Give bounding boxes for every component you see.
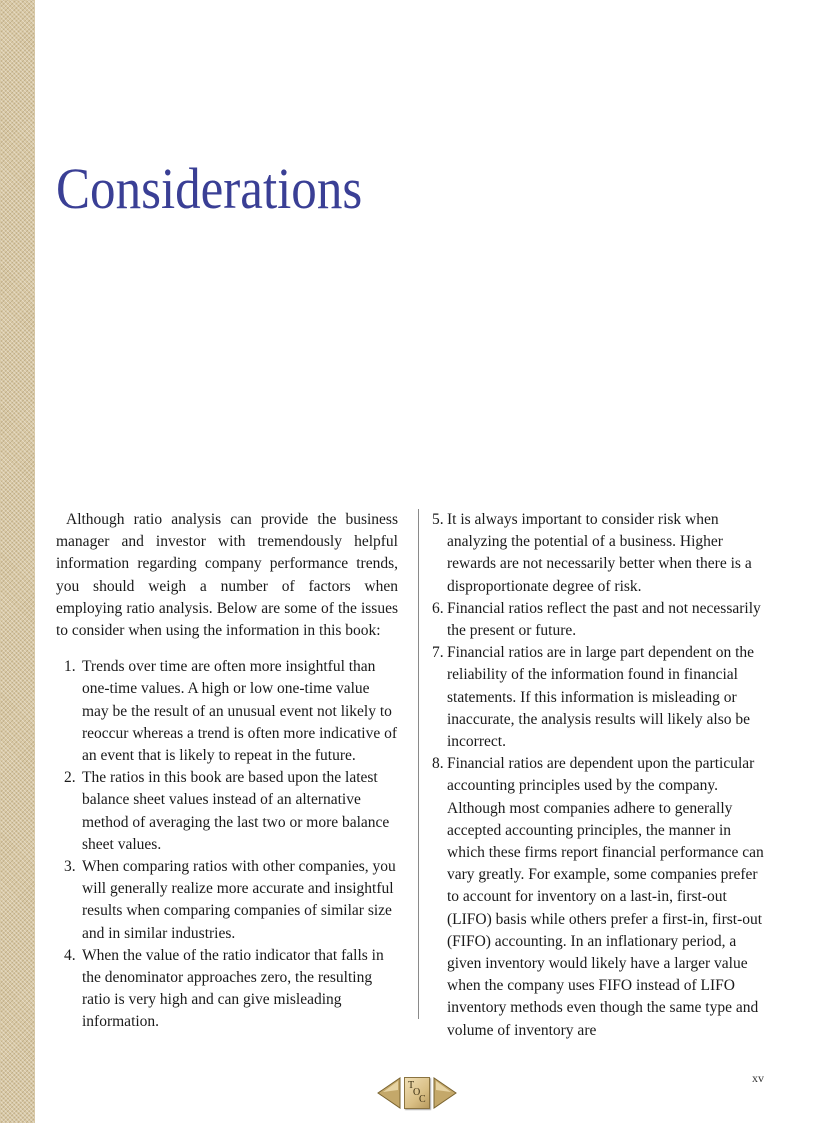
list-item-text: The ratios in this book are based upon the latest balance sheet values instead of an alternative method of averaging the last two or more balance sheet values. [82, 769, 390, 853]
list-item-text: Financial ratios reflect the past and not necessarily the present or future. [447, 599, 761, 640]
list-item-number: 6. [432, 599, 444, 617]
list-item-number: 4. [64, 946, 76, 964]
list-item-text: Financial ratios are dependent upon the particular accounting principles used by the company. Although most companies adhere to generally accepted accounting principles, the manner in which these firms report financial performance can vary greatly. For example, some companies prefer to account for inventory on a last-in, first-out (LIFO) basis while others prefer a first-in, first-out (FIFO) accounting. In an inflationary period, a given inventory would likely have a larger value when the company uses FIFO instead of LIFO inventory methods even though the same type and volume of inventory are [447, 755, 764, 1039]
list-item-text: Trends over time are often more insightful than one-time values. A high or low one-time value may be the result of an unusual event not likely to reoccur whereas a trend is often more indicative of an event that is likely to repeat in the future. [82, 658, 398, 765]
list-item-number: 2. [64, 769, 76, 787]
toc-letter: O [413, 1087, 421, 1098]
intro-paragraph: Although ratio analysis can provide the business manager and investor with tremendously helpful information regarding company performance trends, you should weigh a number of factors when employing ratio analysis. Below are some of the issues to consider when using the information in this book: [56, 511, 398, 640]
list-item [56, 767, 398, 856]
list-item-text: It is always important to consider risk when analyzing the potential of a business. Higher rewards are not necessarily better when there is a disproportionate degree of risk. [447, 511, 752, 595]
left-column [56, 509, 398, 1034]
table-of-contents-button[interactable] [404, 1077, 430, 1109]
considerations-list-left [56, 656, 398, 1033]
list-item [432, 509, 772, 598]
toc-letter: T [408, 1080, 415, 1091]
list-item-number: 8. [432, 755, 444, 773]
considerations-list-right [432, 509, 772, 1042]
list-item [56, 945, 398, 1034]
right-column [432, 509, 772, 1042]
list-item-number: 1. [64, 658, 76, 676]
page-number: xv [752, 1071, 764, 1085]
list-item-text: When comparing ratios with other companies, you will generally realize more accurate and insightful results when comparing companies of similar size and in similar industries. [82, 858, 396, 942]
list-item-number: 3. [64, 858, 76, 876]
list-item [432, 753, 772, 1042]
list-item-text: When the value of the ratio indicator that falls in the denominator approaches zero, the resulting ratio is very high and can give misleading information. [82, 946, 384, 1031]
list-item-number: 5. [432, 511, 444, 528]
column-divider [418, 509, 419, 1019]
page-navigation [377, 1077, 457, 1111]
list-item [432, 642, 772, 753]
toc-letter: C [419, 1094, 426, 1105]
arrow-left-icon[interactable] [377, 1077, 401, 1109]
decorative-side-band [0, 0, 35, 1123]
list-item-text: Financial ratios are in large part dependent on the reliability of the information found in financial statements. If this information is misleading or inaccurate, the analysis results will likely also be incorrect. [447, 644, 755, 751]
list-item [56, 656, 398, 767]
list-item [56, 856, 398, 945]
list-item [432, 598, 772, 642]
arrow-right-icon[interactable] [433, 1077, 457, 1109]
page-title: Considerations [56, 156, 363, 221]
list-item-number: 7. [432, 644, 444, 662]
